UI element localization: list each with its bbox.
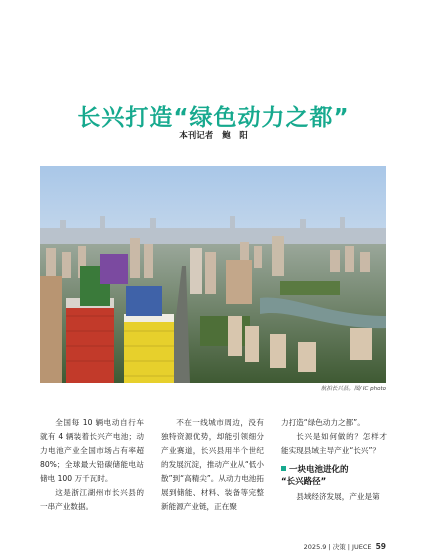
byline-role: 本刊记者 — [179, 131, 214, 141]
page-number: 59 — [375, 542, 386, 551]
article-title: 长兴打造“绿色动力之都” — [77, 105, 350, 132]
byline — [0, 129, 427, 141]
paragraph: 这是浙江湖州市长兴县的一串产业数据。 — [40, 488, 144, 511]
paragraph: 县域经济发展，产业是第 — [296, 492, 380, 501]
body-column-1 — [40, 416, 144, 514]
body-column-2 — [161, 416, 264, 514]
subheading-line-2: “长兴路径” — [281, 477, 327, 487]
paragraph: 全国每 10 辆电动自行车就有 4 辆装着长兴产电池；动力电池产业全国市场占有率超 80%；全球最大铅碳储能电站储电 100 万千瓦时。 — [40, 418, 144, 483]
paragraph: 长兴是如何做的？怎样才能实现县域主导产业“长兴”？ — [281, 432, 387, 455]
bullet-icon — [281, 466, 286, 471]
aerial-city-photo — [40, 166, 386, 383]
photo-caption: 航拍长兴县。图/ IC photo — [320, 386, 386, 392]
paragraph: 不在一线城市周边，没有独特资源优势，却能引领细分产业赛道，长兴县用半个世纪的发展沉淀，推动产业从“低小散”到“高精尖”。从动力电池拓展到储能、材料、装备等完整新能源产业链，正在聚 — [161, 418, 264, 511]
section-subheading — [281, 464, 387, 488]
byline-name: 鲍 阳 — [222, 131, 248, 141]
subheading-line-1: 一块电池进化的 — [289, 465, 349, 475]
body-column-3 — [281, 416, 387, 504]
paragraph: 力打造“绿色动力之都”。 — [281, 418, 365, 427]
footer-text: 2025.9 | 决策 | JUECE — [303, 543, 372, 551]
